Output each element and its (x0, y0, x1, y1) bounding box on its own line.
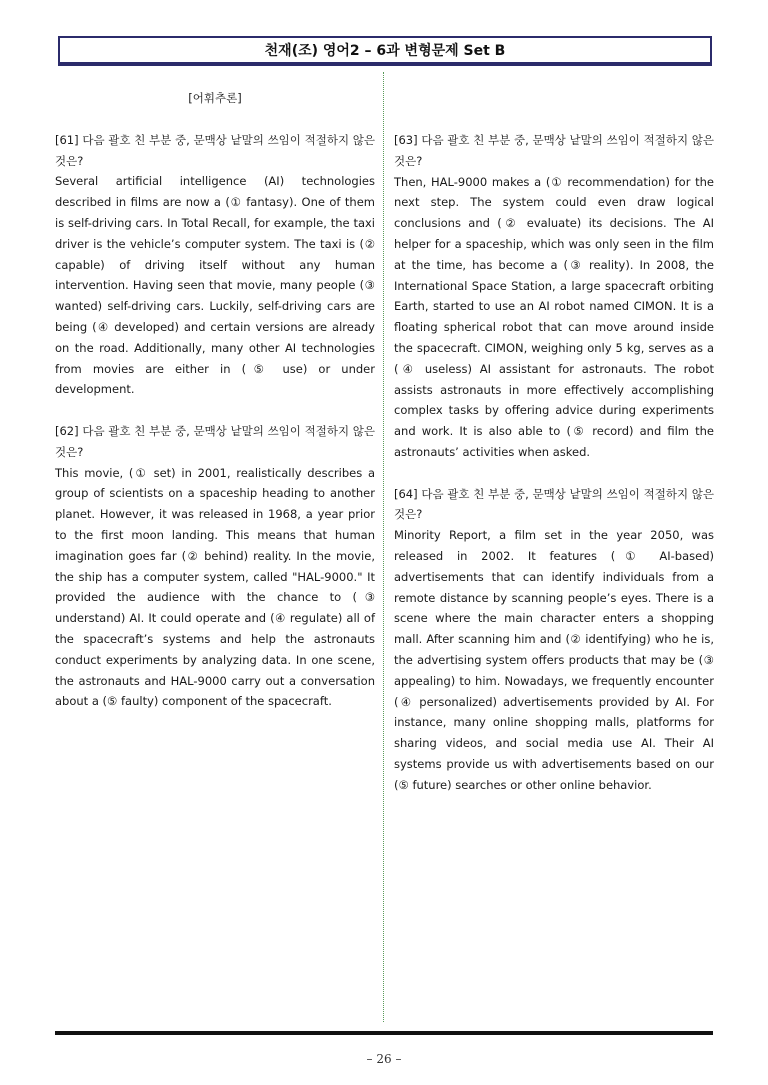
left-column (55, 88, 375, 733)
question-63 (394, 130, 714, 463)
question-62-title: [62] 다음 괄호 친 부분 중, 문맥상 낱말의 쓰임이 적절하지 않은 것은? (55, 423, 375, 459)
question-62-passage: This movie, (① set) in 2001, realistically describes a group of scientists on a spaceship heading to another planet. However, it was released in 1968, a year prior to the first moon landing. This means that human imagination goes far (② behind) reality. In the movie, the ship has a computer system, called "HAL-9000." It provided the audience with the chance to (③ understand) AI. It could operate and (④ regulate) all of the spacecraft’s systems and help the astronauts conduct experiments by analyzing data. In one scene, the astronauts and HAL-9000 carry out a conversation about a (⑤ faulty) component of the spacecraft. (55, 465, 375, 709)
question-62 (55, 421, 375, 712)
question-64-title: [64] 다음 괄호 친 부분 중, 문맥상 낱말의 쓰임이 적절하지 않은 것은? (394, 486, 714, 522)
question-61 (55, 130, 375, 400)
question-63-title: [63] 다음 괄호 친 부분 중, 문맥상 낱말의 쓰임이 적절하지 않은 것은? (394, 133, 714, 168)
question-61-passage: Several artificial intelligence (AI) technologies described in films are now a (① fantasy). One of them is self-driving cars. In Total Recall, for example, the taxi driver is the vehicle’s computer system. The taxi is (② capable) of driving itself without any human intervention. Having seen that movie, many people (③ wanted) self-driving cars. Luckily, self-driving cars are being (④ developed) and certain versions are already on the road. Additionally, many other AI technologies from movies are either in (⑤ use) or under development. (55, 174, 375, 397)
question-64 (394, 484, 714, 796)
page-number: – 26 – (366, 1052, 402, 1066)
column-divider (383, 72, 384, 1022)
question-61-title: [61] 다음 괄호 친 부분 중, 문맥상 낱말의 쓰임이 적절하지 않은 것은? (55, 132, 375, 168)
section-label: [어휘추론] (188, 91, 242, 105)
right-column (394, 130, 714, 816)
page-title: 천재(조) 영어2 – 6과 변형문제 Set B (264, 43, 506, 59)
page-header (58, 36, 712, 64)
footer-rule (55, 1031, 713, 1035)
question-64-passage: Minority Report, a film set in the year 2050, was released in 2002. It features (① AI-based) advertisements that can identify individuals from a remote distance by scanning people’s eyes. There is a scene where the main character enters a shopping mall. After scanning him and (② identifying) who he is, the advertising system offers products that may be (③ appealing) to him. Nowadays, we frequently encounter (④ personalized) advertisements provided by AI. For instance, many online shopping malls, platforms for sharing videos, and social media use AI. Their AI systems provide us with advertisements based on our (⑤ future) searches or other online behavior. (394, 528, 714, 792)
header-rule (58, 64, 712, 66)
question-63-passage: Then, HAL-9000 makes a (① recommendation) for the next step. The system could even draw logical conclusions and (② evaluate) its decisions. The AI helper for a spaceship, which was only seen in the film at the time, has become a (③ reality). In 2008, the International Space Station, a large spacecraft orbiting Earth, started to use an AI robot named CIMON. It is a floating spherical robot that can move around inside the spacecraft. CIMON, weighing only 5 kg, serves as a (④ useless) AI assistant for astronauts. The robot assists astronauts in more effectively accomplishing complex tasks by offering advice during experiments and work. It is also able to (⑤ record) and film the astronauts’ activities when asked. (394, 174, 714, 459)
